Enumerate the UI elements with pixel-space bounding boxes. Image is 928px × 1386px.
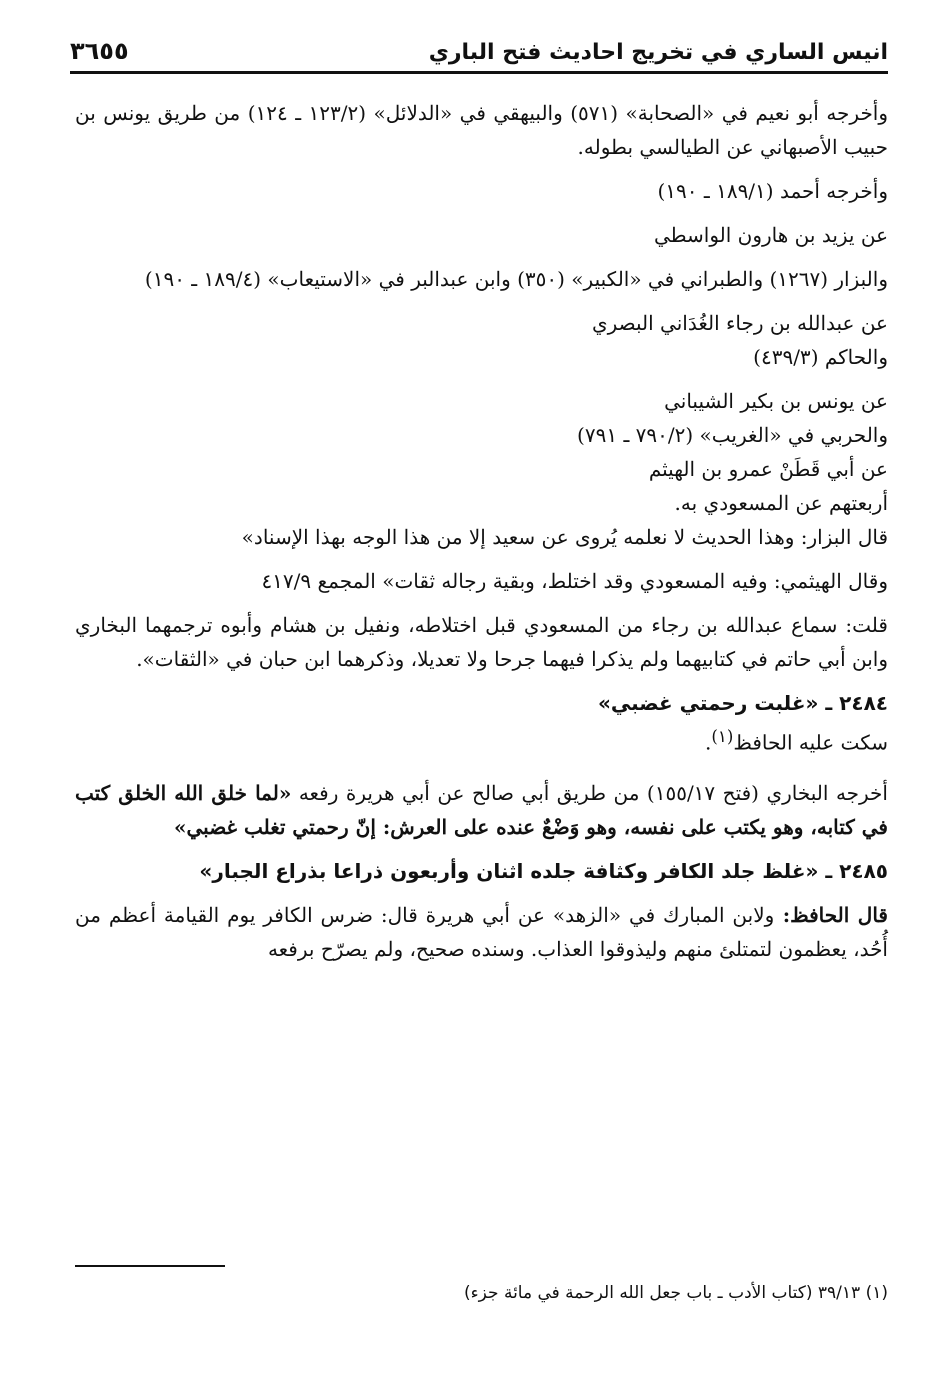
hadith-heading: ٢٤٨٥ ـ «غلظ جلد الكافر وكثافة جلده اثنان وأربعون ذراعا بذراع الجبار» [199, 858, 888, 883]
paragraph: عن يونس بن بكير الشيباني [664, 389, 888, 413]
paragraph: وأخرجه أبو نعيم في «الصحابة» (٥٧١) والبيهقي في «الدلائل» (١٢٣/٢ ـ ١٢٤) من طريق يونس بن حبيب الأصبهاني عن الطيالسي بطوله. [75, 101, 889, 159]
paragraph [75, 898, 888, 966]
footnote-divider [75, 1265, 225, 1267]
paragraph: والبزار (١٢٦٧) والطبراني في «الكبير» (٣٥٠) وابن عبدالبر في «الاستيعاب» (١٨٩/٤ ـ ١٩٠) [144, 267, 888, 291]
paragraph: عن عبدالله بن رجاء الغُدَاني البصري [591, 311, 888, 335]
paragraph-text: أخرجه البخاري (فتح ١٥٥/١٧) من طريق أبي صالح عن أبي هريرة رفعه [291, 780, 888, 805]
speaker-label: قال الحافظ: [774, 902, 888, 927]
page-body [75, 96, 888, 966]
paragraph-text: سكت عليه الحافظ [733, 730, 888, 755]
footnote: (١) ٣٩/١٣ (كتاب الأدب ـ باب جعل الله الرحمة في مائة جزء) [464, 1283, 888, 1303]
paragraph-text: . [705, 730, 712, 755]
paragraph: وقال الهيثمي: وفيه المسعودي وقد اختلط، وبقية رجاله ثقات» المجمع ٤١٧/٩ [261, 569, 888, 593]
paragraph-text: ولابن المبارك في «الزهد» عن أبي هريرة قال: ضرس الكافر يوم القيامة أعظم من أُحُد، يعظمون لتمتلئ منهم وليذوقوا العذاب. وسنده صحيح، ولم يصرّح برفعه [75, 902, 888, 961]
paragraph: عن يزيد بن هارون الواسطي [653, 223, 888, 247]
paragraph: والحاكم (٤٣٩/٣) [753, 345, 888, 369]
book-title: انيس الساري في تخريج احاديث فتح الباري [428, 40, 888, 65]
paragraph [75, 776, 888, 844]
paragraph [75, 720, 888, 760]
paragraph: عن أبي قَطَنْ عمرو بن الهيثم [648, 457, 888, 481]
page-number: ٣٦٥٥ [70, 37, 129, 65]
paragraph: وأخرجه أحمد (١٨٩/١ ـ ١٩٠) [657, 179, 888, 203]
running-header [70, 34, 888, 74]
paragraph: والحربي في «الغريب» (٧٩٠/٢ ـ ٧٩١) [577, 423, 888, 447]
footnote-marker: (١) [711, 727, 734, 746]
hadith-text: «لما خلق الله الخلق كتب في كتابه، وهو يكتب على نفسه، وهو وَضْعٌ عنده على العرش: إنّ رحمتي تغلب غضبي» [75, 780, 888, 839]
paragraph: أربعتهم عن المسعودي به. [674, 491, 888, 515]
paragraph: قال البزار: وهذا الحديث لا نعلمه يُروى عن سعيد إلا من هذا الوجه بهذا الإسناد» [241, 525, 888, 549]
paragraph: قلت: سماع عبدالله بن رجاء من المسعودي قبل اختلاطه، ونفيل بن هشام وأبوه ترجمهما البخاري وابن أبي حاتم في كتابيهما ولم يذكرا فيهما جرحا ولا تعديلا، وذكرهما ابن حبان في «الثقات». [75, 613, 888, 671]
hadith-heading: ٢٤٨٤ ـ «غلبت رحمتي غضبي» [597, 691, 888, 715]
